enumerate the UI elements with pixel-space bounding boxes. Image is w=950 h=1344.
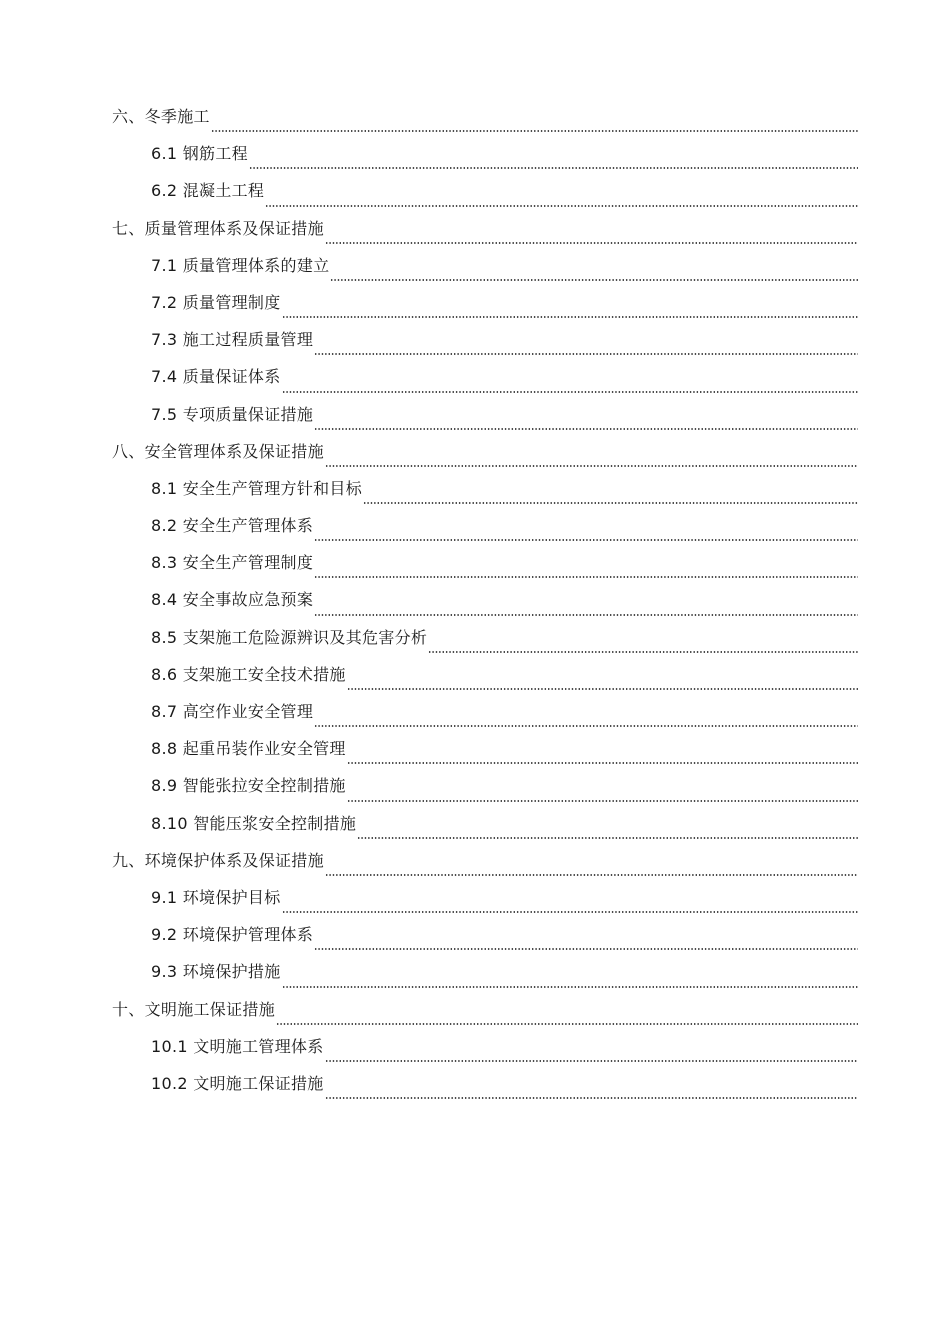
toc-entry-label: 八、安全管理体系及保证措施 bbox=[112, 441, 324, 461]
dot-leader bbox=[282, 316, 858, 318]
dot-leader bbox=[314, 428, 858, 430]
toc-entry[interactable] bbox=[0, 137, 858, 174]
toc-entry-label: 7.2 质量管理制度 bbox=[151, 292, 281, 312]
toc-entry[interactable] bbox=[0, 509, 858, 546]
toc-entry[interactable] bbox=[0, 993, 858, 1030]
dot-leader bbox=[325, 1060, 858, 1062]
toc-entry-label: 10.2 文明施工保证措施 bbox=[151, 1073, 324, 1093]
toc-entry[interactable] bbox=[0, 1030, 858, 1067]
dot-leader bbox=[330, 279, 858, 281]
toc-entry[interactable] bbox=[0, 174, 858, 211]
dot-leader bbox=[347, 800, 858, 802]
dot-leader bbox=[325, 242, 858, 244]
toc-entry[interactable] bbox=[0, 881, 858, 918]
dot-leader bbox=[314, 725, 858, 727]
toc-entry[interactable] bbox=[0, 769, 858, 806]
toc-entry-label: 10.1 文明施工管理体系 bbox=[151, 1036, 324, 1056]
toc-entry[interactable] bbox=[0, 472, 858, 509]
toc-entry[interactable] bbox=[0, 212, 858, 249]
toc-entry-label: 9.2 环境保护管理体系 bbox=[151, 925, 314, 945]
toc-entry-label: 8.3 安全生产管理制度 bbox=[151, 553, 314, 573]
dot-leader bbox=[428, 651, 858, 653]
toc-entry-label: 8.5 支架施工危险源辨识及其危害分析 bbox=[151, 627, 428, 647]
toc-entry-label: 8.4 安全事故应急预案 bbox=[151, 590, 314, 610]
dot-leader bbox=[282, 391, 858, 393]
toc-entry-label: 6.1 钢筋工程 bbox=[151, 144, 248, 164]
toc-entry-label: 9.1 环境保护目标 bbox=[151, 887, 281, 907]
dot-leader bbox=[325, 874, 858, 876]
toc-entry-label: 9.3 环境保护措施 bbox=[151, 962, 281, 982]
toc-entry[interactable] bbox=[0, 695, 858, 732]
toc-entry[interactable] bbox=[0, 621, 858, 658]
toc-entry[interactable] bbox=[0, 955, 858, 992]
toc-entry[interactable] bbox=[0, 100, 858, 137]
toc-entry-label: 七、质量管理体系及保证措施 bbox=[112, 218, 324, 238]
toc-entry-label: 8.10 智能压浆安全控制措施 bbox=[151, 813, 357, 833]
dot-leader bbox=[282, 986, 858, 988]
toc-entry[interactable] bbox=[0, 249, 858, 286]
toc-entry-label: 8.6 支架施工安全技术措施 bbox=[151, 664, 346, 684]
table-of-contents bbox=[0, 100, 950, 1104]
toc-entry[interactable] bbox=[0, 435, 858, 472]
toc-entry-label: 8.2 安全生产管理体系 bbox=[151, 516, 314, 536]
toc-entry[interactable] bbox=[0, 546, 858, 583]
dot-leader bbox=[314, 614, 858, 616]
dot-leader bbox=[211, 130, 858, 132]
toc-entry-label: 九、环境保护体系及保证措施 bbox=[112, 850, 324, 870]
toc-entry-label: 8.9 智能张拉安全控制措施 bbox=[151, 776, 346, 796]
dot-leader bbox=[357, 837, 858, 839]
dot-leader bbox=[314, 353, 858, 355]
dot-leader bbox=[314, 539, 858, 541]
toc-entry-label: 7.3 施工过程质量管理 bbox=[151, 330, 314, 350]
dot-leader bbox=[314, 948, 858, 950]
dot-leader bbox=[363, 502, 858, 504]
dot-leader bbox=[265, 205, 858, 207]
toc-entry-label: 8.8 起重吊装作业安全管理 bbox=[151, 739, 346, 759]
toc-entry[interactable] bbox=[0, 286, 858, 323]
toc-entry-label: 7.4 质量保证体系 bbox=[151, 367, 281, 387]
dot-leader bbox=[325, 1097, 858, 1099]
toc-entry[interactable] bbox=[0, 583, 858, 620]
toc-entry-label: 7.5 专项质量保证措施 bbox=[151, 404, 314, 424]
toc-entry[interactable] bbox=[0, 844, 858, 881]
dot-leader bbox=[282, 911, 858, 913]
toc-entry-label: 6.2 混凝土工程 bbox=[151, 181, 265, 201]
toc-entry[interactable] bbox=[0, 360, 858, 397]
dot-leader bbox=[347, 688, 858, 690]
toc-entry[interactable] bbox=[0, 918, 858, 955]
toc-entry-label: 8.7 高空作业安全管理 bbox=[151, 702, 314, 721]
toc-entry[interactable] bbox=[0, 807, 858, 844]
dot-leader bbox=[325, 465, 858, 467]
toc-entry[interactable] bbox=[0, 732, 858, 769]
toc-entry[interactable] bbox=[0, 398, 858, 435]
dot-leader bbox=[249, 167, 858, 169]
toc-entry[interactable] bbox=[0, 1067, 858, 1104]
toc-entry-label: 十、文明施工保证措施 bbox=[112, 999, 276, 1019]
toc-entry[interactable] bbox=[0, 658, 858, 695]
toc-entry-label: 六、冬季施工 bbox=[112, 107, 210, 126]
dot-leader bbox=[276, 1023, 858, 1025]
dot-leader bbox=[314, 576, 858, 578]
toc-entry[interactable] bbox=[0, 323, 858, 360]
toc-entry-label: 7.1 质量管理体系的建立 bbox=[151, 255, 330, 275]
dot-leader bbox=[347, 762, 858, 764]
toc-entry-label: 8.1 安全生产管理方针和目标 bbox=[151, 478, 363, 498]
